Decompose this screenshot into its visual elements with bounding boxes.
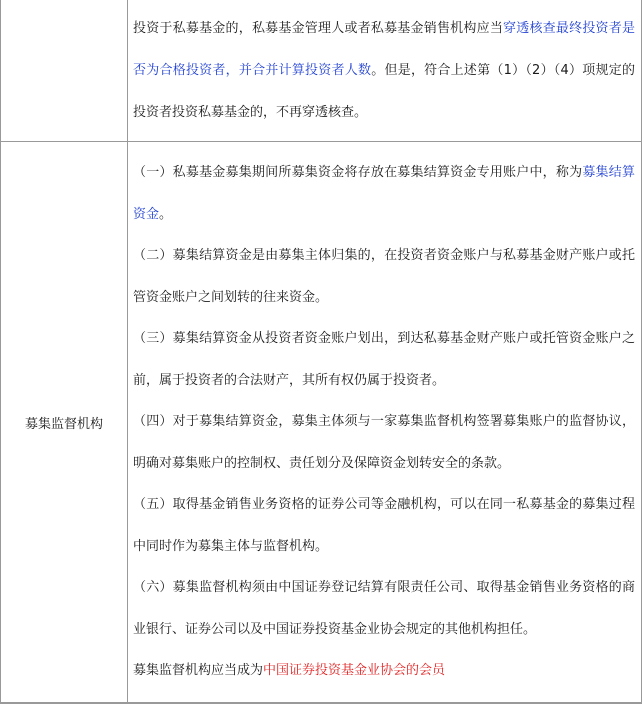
highlight-penetration-check: 穿透核查最终投资者是否为合格投资者，并合并计算投资者人数 xyxy=(133,21,635,78)
clause-1 xyxy=(133,152,635,236)
clause-2 xyxy=(133,235,635,319)
row-label-cell xyxy=(1,0,128,141)
highlight-settlement-funds: 募集结算资金 xyxy=(133,165,635,222)
clause-5 xyxy=(133,484,635,568)
table-row-investor-check xyxy=(1,0,641,142)
highlight-association-member: 中国证券投资基金业协会的会员 xyxy=(263,663,446,678)
row-content-cell xyxy=(128,0,641,141)
table-row-supervision-agency xyxy=(1,142,641,703)
clause-text: （六）募集监督机构须由中国证券登记结算有限责任公司、取得基金销售业务资格的商业银行、证券公司以及中国证券投资基金业协会规定的其他机构担任。 xyxy=(133,580,635,637)
clause-text: （三）募集结算资金从投资者资金账户划出，到达私募基金财产账户或托管资金账户之前，属于投资者的合法财产，其所有权仍属于投资者。 xyxy=(133,331,635,388)
clause-text: （二）募集结算资金是由募集主体归集的，在投资者资金账户与私募基金财产账户或托管资金账户之间划转的往来资金。 xyxy=(133,248,635,305)
clause-text: （五）取得基金销售业务资格的证券公司等金融机构，可以在同一私募基金的募集过程中同时作为募集主体与监督机构。 xyxy=(133,497,635,554)
membership-requirement xyxy=(133,650,635,692)
row-content-cell xyxy=(128,142,641,702)
row-label-cell xyxy=(1,142,128,702)
paragraph-text: 投资于私募基金的，私募基金管理人或者私募基金销售机构应当 xyxy=(133,21,504,36)
paragraph-text: 。但是，符合上述第（1）（2）（4）项规定的投资者投资私募基金的，不再穿透核查。 xyxy=(133,63,635,120)
clause-6 xyxy=(133,567,635,651)
clause-text: （一）私募基金募集期间所募集资金将存放在募集结算资金专用账户中，称为 xyxy=(133,165,583,180)
penetration-check-paragraph xyxy=(133,8,635,134)
clause-text: 。 xyxy=(159,207,173,222)
clause-4 xyxy=(133,401,635,485)
row-label-supervision-agency: 募集监督机构 xyxy=(24,416,103,432)
clause-text: 募集监督机构应当成为 xyxy=(133,663,264,678)
clause-text: （四）对于募集结算资金，募集主体须与一家募集监督机构签署募集账户的监督协议，明确对募集账户的控制权、责任划分及保障资金划转安全的条款。 xyxy=(133,414,635,471)
clause-3 xyxy=(133,318,635,402)
